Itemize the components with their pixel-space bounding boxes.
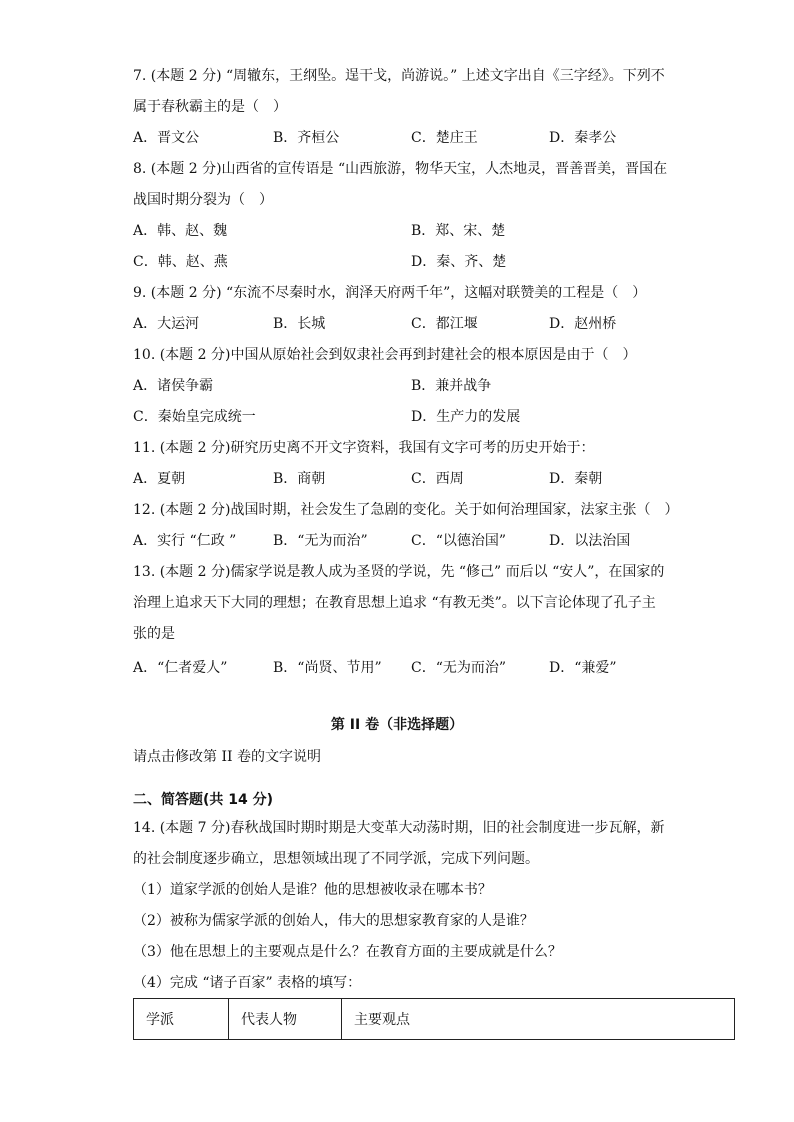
q8-option-d[interactable]: D．秦、齐、楚: [411, 254, 507, 270]
q9-option-a[interactable]: A．大运河: [133, 316, 200, 332]
q8-line-1: 8. (本题 2 分)山西省的宣传语是 “山西旅游，物华天宝，人杰地灵，晋善晋美，晋国在: [133, 161, 668, 177]
q14-line-2: 的社会制度逐步确立，思想领域出现了不同学派，完成下列问题。: [133, 851, 539, 867]
q14-sub-4: （4）完成 “诸子百家” 表格的填写：: [133, 975, 362, 991]
q12-option-b[interactable]: B．“无为而治”: [273, 533, 368, 549]
table-header-representative: 代表人物: [229, 999, 342, 1040]
q14-sub-3: （3）他在思想上的主要观点是什么？在教育方面的主要成就是什么？: [133, 944, 562, 960]
q8-options-row2: [133, 252, 733, 272]
q13-options: [133, 658, 733, 678]
q13-line-3: 张的是: [133, 626, 175, 642]
q12-line-1: 12. (本题 2 分)战国时期，社会发生了急剧的变化。关于如何治理国家，法家主张（ ）: [133, 502, 679, 518]
q7-option-c[interactable]: C．楚庄王: [411, 130, 478, 146]
q13-option-c[interactable]: C．“无为而治”: [411, 660, 507, 676]
q11-option-b[interactable]: B．商朝: [273, 471, 326, 487]
q14-sub-1: （1）道家学派的创始人是谁？他的思想被收录在哪本书？: [133, 882, 492, 898]
q13-option-a[interactable]: A．“仁者爱人”: [133, 660, 228, 676]
schools-table: [133, 998, 735, 1040]
q7-line-2: 属于春秋霸主的是（ ）: [133, 99, 287, 115]
q10-option-c[interactable]: C．秦始皇完成统一: [133, 409, 256, 425]
q10-options-row1: [133, 376, 733, 396]
q11-option-a[interactable]: A．夏朝: [133, 471, 186, 487]
q11-option-d[interactable]: D．秦朝: [549, 471, 603, 487]
q8-line-2: 战国时期分裂为（ ）: [133, 192, 273, 208]
q13-option-b[interactable]: B．“尚贤、节用”: [273, 660, 382, 676]
q7-option-b[interactable]: B．齐桓公: [273, 130, 340, 146]
q10-line-1: 10. (本题 2 分)中国从原始社会到奴隶社会再到封建社会的根本原因是由于（ ）: [133, 347, 637, 363]
q8-options-row1: [133, 221, 733, 241]
q11-options: [133, 469, 733, 489]
part2-note[interactable]: 请点击修改第 II 卷的文字说明: [133, 749, 321, 765]
q9-options: [133, 314, 733, 334]
q9-option-c[interactable]: C．都江堰: [411, 316, 478, 332]
part2-title: 第 II 卷（非选择题）: [330, 717, 464, 733]
q8-option-b[interactable]: B．郑、宋、楚: [411, 223, 506, 239]
q14-line-1: 14. (本题 7 分)春秋战国时期时期是大变革大动荡时期，旧的社会制度进一步瓦解，新: [133, 820, 665, 836]
q10-option-d[interactable]: D．生产力的发展: [411, 409, 521, 425]
q9-option-d[interactable]: D．赵州桥: [549, 316, 617, 332]
q9-line-1: 9. (本题 2 分) “东流不尽秦时水，润泽天府两千年”，这幅对联赞美的工程是（ ）: [133, 285, 647, 301]
q10-options-row2: [133, 407, 733, 427]
q10-option-b[interactable]: B．兼并战争: [411, 378, 492, 394]
q13-line-1: 13. (本题 2 分)儒家学说是教人成为圣贤的学说，先 “修己” 而后以 “安人”，在国家的: [133, 564, 665, 580]
q12-option-d[interactable]: D．以法治国: [549, 533, 631, 549]
q8-option-a[interactable]: A．韩、赵、魏: [133, 223, 228, 239]
table-header-school: 学派: [134, 999, 229, 1040]
q7-line-1: 7. (本题 2 分) “周辙东，王纲坠。逞干戈，尚游说。” 上述文字出自《三字经》。下列不: [133, 68, 665, 84]
short-answer-heading: 二、简答题(共 14 分): [133, 792, 274, 808]
q7-option-d[interactable]: D．秦孝公: [549, 130, 617, 146]
q8-option-c[interactable]: C．韩、赵、燕: [133, 254, 228, 270]
q9-option-b[interactable]: B．长城: [273, 316, 326, 332]
q13-option-d[interactable]: D．“兼爱”: [549, 660, 617, 676]
q12-option-c[interactable]: C．“以德治国”: [411, 533, 507, 549]
q11-line-1: 11. (本题 2 分)研究历史离不开文字资料，我国有文字可考的历史开始于：: [133, 440, 595, 456]
q13-line-2: 治理上追求天下大同的理想；在教育思想上追求 “有教无类”。以下言论体现了孔子主: [133, 595, 656, 611]
table-header-viewpoint: 主要观点: [342, 999, 735, 1040]
q12-options: [133, 531, 733, 551]
q14-sub-2: （2）被称为儒家学派的创始人，伟大的思想家教育家的人是谁？: [133, 913, 534, 929]
q12-option-a[interactable]: A．实行 “仁政 ”: [133, 533, 237, 549]
q7-options: [133, 128, 733, 148]
table-header-row: [134, 999, 735, 1040]
q10-option-a[interactable]: A．诸侯争霸: [133, 378, 214, 394]
q11-option-c[interactable]: C．西周: [411, 471, 464, 487]
q7-option-a[interactable]: A．晋文公: [133, 130, 200, 146]
